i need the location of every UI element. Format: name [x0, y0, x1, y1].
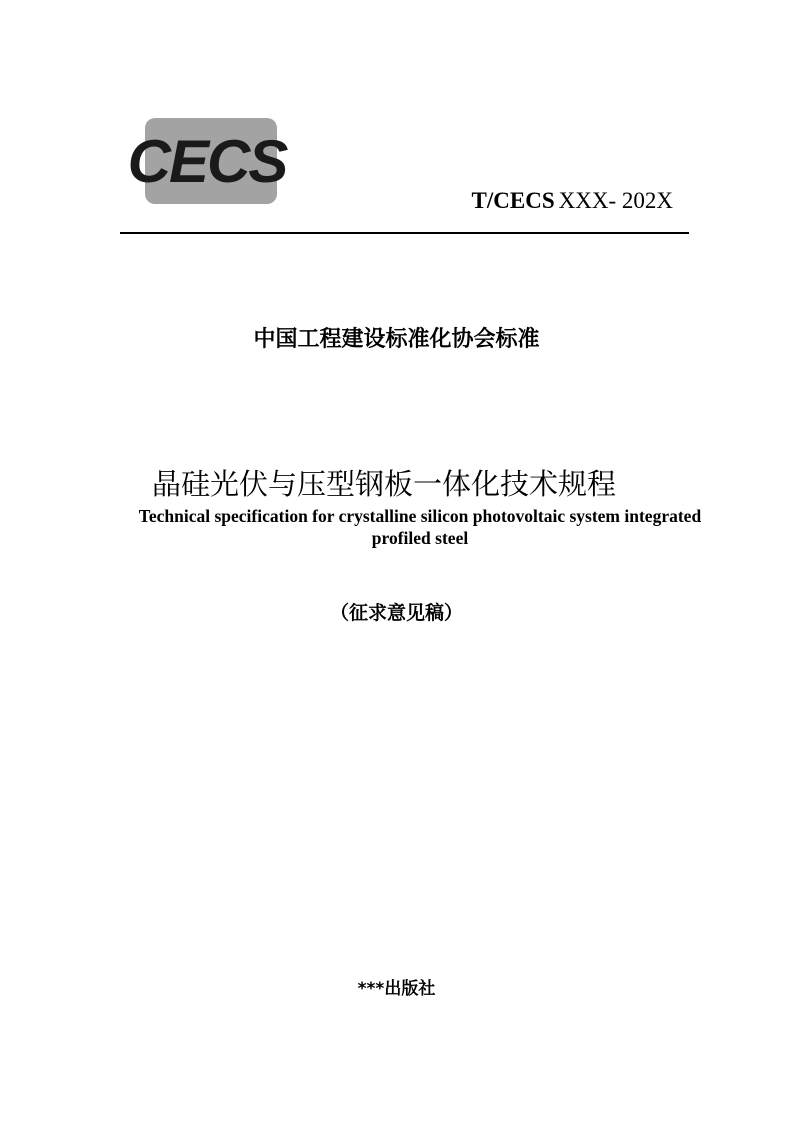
standard-prefix: T/CECS — [471, 188, 555, 213]
cecs-logo — [123, 118, 291, 204]
document-title-english-line2: profiled steel — [371, 528, 469, 548]
cecs-logo-mark — [123, 118, 291, 204]
standard-number: XXX- 202X — [558, 188, 673, 213]
svg-text:CECS: CECS — [127, 128, 287, 195]
association-name: 中国工程建设标准化协会标准 — [253, 327, 540, 352]
document-title-english — [110, 505, 730, 549]
publisher-name: ***出版社 — [357, 979, 436, 999]
document-title-english-line1: Technical specification for crystalline silicon photovoltaic system integrated — [138, 506, 702, 526]
standard-code — [472, 188, 673, 214]
draft-label: （征求意见稿） — [329, 602, 463, 624]
header-divider — [120, 232, 689, 234]
document-title-chinese: 晶硅光伏与压型钢板一体化技术规程 — [152, 467, 617, 501]
